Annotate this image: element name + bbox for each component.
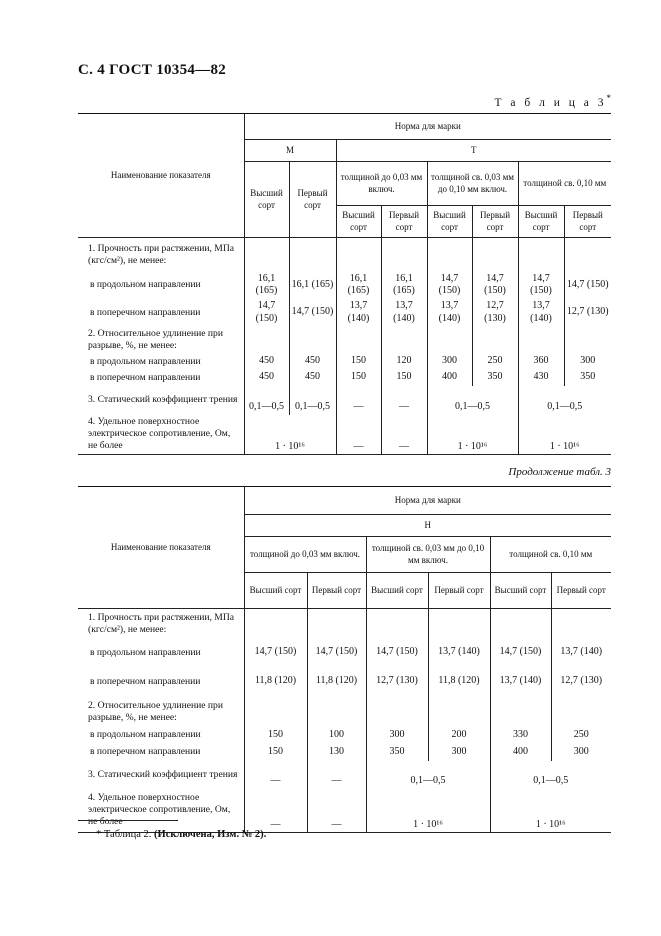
table-cell: 250 [551,727,611,744]
table-cell: — [381,386,427,415]
footnote-bold: (Исключена, Изм. № 2). [154,829,267,840]
t2-p3-title: 3. Статический коэффициент трения [88,768,238,780]
table-cell: 13,7 (140) [336,299,381,327]
t1-p1-title: 1. Прочность при растяжении, МПа (кгс/см²), не менее: [88,242,235,266]
t1-h-first: Первый сорт [564,206,611,238]
t1-grade-t: Т [336,140,611,162]
t2-thick3: толщиной св. 0,10 мм [490,537,611,573]
t1-p1-r2-label: в поперечном направлении [90,306,201,318]
table-cell: 1 · 10¹⁶ [244,415,336,455]
table-cell: 12,7 (130) [472,299,518,327]
t2-h-top: Высший сорт [490,573,551,609]
t1-grade-m: М [244,140,336,162]
t1-p2-r2-label: в поперечном направлении [90,371,201,383]
table-cell: 450 [289,354,336,370]
table-cell: 120 [381,354,427,370]
t2-p4-title: 4. Удельное поверхностное электрическое сопротивление, Ом, не более [78,789,244,833]
t2-p1-r2-label: в поперечном направлении [90,675,201,687]
table-cell: 360 [518,354,564,370]
table-cell: — [307,761,366,789]
t1-h-top: Высший сорт [336,206,381,238]
table-cell: 13,7 (140) [490,667,551,697]
table1-caption-text: Т а б л и ц а 3 [494,96,607,109]
t2-p1-title: 1. Прочность при растяжении, МПа (кгс/см²), не менее: [88,611,235,635]
t2-norm-header: Норма для марки [244,487,611,515]
table-cell: 16,1 (165) [336,272,381,299]
table-cell: 12,7 (130) [551,667,611,697]
table-cell: — [381,415,427,455]
t2-h-first: Первый сорт [428,573,490,609]
table-3 [78,113,611,455]
t1-h-top: Высший сорт [518,206,564,238]
t1-p2-r1-label: в продольном направлении [90,355,201,367]
table-cell: 1 · 10¹⁶ [490,789,611,833]
t1-p4-title: 4. Удельное поверхностное электрическое сопротивление, Ом, не более [78,415,244,455]
t2-h-first: Первый сорт [307,573,366,609]
table-cell: 150 [336,354,381,370]
t1-thick3: толщиной св. 0,10 мм [518,162,611,206]
footnote-mark: * [96,829,102,840]
t1-p2-title: 2. Относительное удлинение при разрыве, %, не менее: [88,328,223,351]
table-cell: — [336,386,381,415]
table-cell: 450 [244,354,289,370]
page-header: С. 4 ГОСТ 10354—82 [78,62,227,78]
table-cell: 350 [366,744,428,761]
table-cell: 0,1—0,5 [518,386,611,415]
table-cell: 14,7 (150) [307,639,366,667]
table-cell: 14,7 (150) [289,299,336,327]
t1-norm-header: Норма для марки [244,114,611,140]
table-cell: 100 [307,727,366,744]
table-cell: 14,7 (150) [244,639,307,667]
table-cell: 14,7 (150) [427,272,472,299]
table1-caption-mark: * [606,93,611,103]
table-cell: 150 [381,370,427,386]
table-cell: 14,7 (150) [518,272,564,299]
table-cell: 250 [472,354,518,370]
footnote-rule [78,820,178,821]
table-cell: 13,7 (140) [428,639,490,667]
t2-grade-n: Н [244,515,611,537]
t2-h-top: Высший сорт [366,573,428,609]
t1-h-top: Высший сорт [427,206,472,238]
t1-m-top: Высший сорт [244,162,289,238]
t2-col-name: Наименование показателя [78,487,244,609]
table-cell: 150 [244,744,307,761]
table-cell: 11,8 (120) [307,667,366,697]
table-cell: 1 · 10¹⁶ [366,789,490,833]
table-cell: 0,1—0,5 [366,761,490,789]
table-cell: — [244,761,307,789]
table-cell: — [307,789,366,833]
t1-m-first: Первый сорт [289,162,336,238]
table-cell: 14,7 (150) [472,272,518,299]
t2-p2-r2-label: в поперечном направлении [90,746,201,757]
t1-h-first: Первый сорт [472,206,518,238]
table-cell: 1 · 10¹⁶ [518,415,611,455]
table-cell: 400 [427,370,472,386]
table-cell: 12,7 (130) [564,299,611,327]
table-cell: 13,7 (140) [551,639,611,667]
table-cell: 300 [427,354,472,370]
t2-p2-title: 2. Относительное удлинение при разрыве, %, не менее: [88,699,223,723]
t1-col-name: Наименование показателя [78,114,244,238]
table-cell: 400 [490,744,551,761]
t2-thick1: толщиной до 0,03 мм включ. [244,537,366,573]
table-cell: 12,7 (130) [366,667,428,697]
table-cell: 16,1 (165) [289,272,336,299]
table-cell: 130 [307,744,366,761]
t1-h-first: Первый сорт [381,206,427,238]
t2-p1-r1-label: в продольном направлении [90,646,201,658]
table-cell: 0,1—0,5 [289,386,336,415]
table-cell: 0,1—0,5 [244,386,289,415]
table-cell: 14,7 (150) [366,639,428,667]
t2-thick2: толщиной св. 0,03 мм до 0,10 мм включ. [366,537,490,573]
table-cell: 11,8 (120) [244,667,307,697]
footnote [96,829,266,840]
table-cell: 450 [244,370,289,386]
t1-thick2: толщиной св. 0,03 мм до 0,10 мм включ. [427,162,518,206]
table-cell: 16,1 (165) [381,272,427,299]
table-cell: 1 · 10¹⁶ [427,415,518,455]
t1-thick1: толщиной до 0,03 мм включ. [336,162,427,206]
t2-h-top: Высший сорт [244,573,307,609]
table-cell: 14,7 (150) [244,299,289,327]
table-cell: 150 [244,727,307,744]
table-cell: 350 [564,370,611,386]
table-cell: 300 [366,727,428,744]
table-cell: — [244,789,307,833]
table-cell: 14,7 (150) [490,639,551,667]
table-cell: 16,1 (165) [244,272,289,299]
table-cell: 300 [551,744,611,761]
table-cell: 13,7 (140) [381,299,427,327]
t2-h-first: Первый сорт [551,573,611,609]
table-3-continued [78,486,611,833]
table-cell: 430 [518,370,564,386]
table-cell: 14,7 (150) [564,272,611,299]
table-cell: 0,1—0,5 [427,386,518,415]
table-cell: — [336,415,381,455]
t2-p2-r1-label: в продольном направлении [90,729,201,740]
t1-p3-title: 3. Статический коэффициент трения [88,394,238,405]
table-cell: 350 [472,370,518,386]
table-cell: 200 [428,727,490,744]
table2-caption: Продолжение табл. 3 [508,466,611,478]
table-cell: 300 [428,744,490,761]
table-cell: 13,7 (140) [518,299,564,327]
table-cell: 11,8 (120) [428,667,490,697]
table-cell: 150 [336,370,381,386]
table-cell: 450 [289,370,336,386]
table1-caption [494,93,611,109]
table-cell: 300 [564,354,611,370]
table-cell: 0,1—0,5 [490,761,611,789]
t1-p1-r1-label: в продольном направлении [90,279,201,290]
table-cell: 13,7 (140) [427,299,472,327]
footnote-text: Таблица 2. [103,829,152,840]
table-cell: 330 [490,727,551,744]
